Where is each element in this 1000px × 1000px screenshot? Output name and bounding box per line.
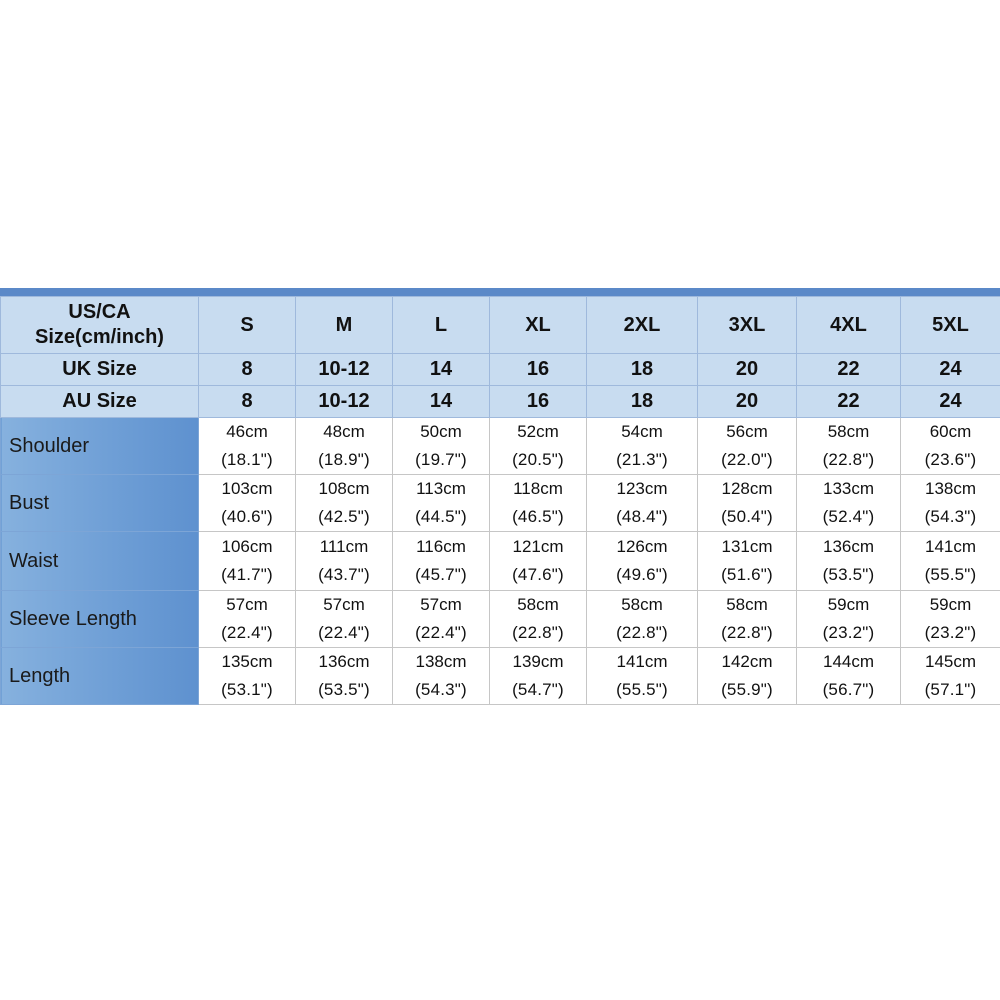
- measurement-inch: (22.8"): [721, 623, 773, 642]
- size-row: [1, 386, 1000, 418]
- measurement-row: [1, 591, 1000, 648]
- measurement-inch: (51.6"): [721, 565, 773, 584]
- measurement-cm: 138cm: [924, 479, 977, 498]
- measurement-inch: (56.7"): [822, 680, 875, 699]
- measurement-cell: [698, 591, 797, 648]
- measurement-cm: 57cm: [420, 595, 462, 614]
- measurement-cm: 108cm: [318, 479, 370, 498]
- size-row-value: 16: [490, 386, 587, 418]
- measurement-cm: 57cm: [323, 595, 365, 614]
- measurement-cm: 54cm: [621, 422, 663, 441]
- measurement-cm: 58cm: [621, 595, 663, 614]
- measurement-cell: [296, 418, 393, 475]
- measurement-cm: 58cm: [827, 422, 870, 441]
- measurement-cell: [393, 418, 490, 475]
- size-row-value: 20: [698, 386, 797, 418]
- measurement-cell: [393, 475, 490, 532]
- size-row-value: 8: [199, 354, 296, 386]
- measurement-cell: [797, 591, 901, 648]
- measurement-cell: [199, 648, 296, 705]
- measurement-cm: 138cm: [415, 652, 467, 671]
- size-row-value: 8: [199, 386, 296, 418]
- measurement-inch: (22.8"): [822, 450, 875, 469]
- size-header-4xl: 4XL: [797, 297, 901, 354]
- size-header-l: L: [393, 297, 490, 354]
- measurement-cm: 139cm: [512, 652, 564, 671]
- measurement-row: [1, 532, 1000, 591]
- measurement-cell: [587, 532, 698, 591]
- measurement-inch: (18.9"): [318, 450, 370, 469]
- measurement-inch: (53.5"): [822, 565, 875, 584]
- measurement-cell: [797, 648, 901, 705]
- measurement-cell: [393, 648, 490, 705]
- measurement-cell: [393, 532, 490, 591]
- measurement-cell: [901, 475, 1000, 532]
- size-header-xl: XL: [490, 297, 587, 354]
- measurement-row: [1, 475, 1000, 532]
- measurement-inch: (46.5"): [512, 507, 564, 526]
- measurement-cell: [587, 591, 698, 648]
- measurement-cell: [199, 418, 296, 475]
- measurement-inch: (50.4"): [721, 507, 773, 526]
- measurement-cm: 113cm: [416, 479, 466, 498]
- size-row-value: 22: [797, 386, 901, 418]
- measurement-cm: 59cm: [929, 595, 972, 614]
- size-header-m: M: [296, 297, 393, 354]
- measurement-cm: 58cm: [517, 595, 559, 614]
- measurement-inch: (49.6"): [616, 565, 668, 584]
- measurement-label: Bust: [1, 475, 199, 532]
- measurement-inch: (54.7"): [512, 680, 564, 699]
- size-row-value: 24: [901, 354, 1000, 386]
- size-row-value: 14: [393, 386, 490, 418]
- corner-label-line-1: US/CA: [68, 301, 131, 323]
- measurement-cell: [199, 532, 296, 591]
- measurement-cm: 136cm: [318, 652, 370, 671]
- measurement-inch: (57.1"): [924, 680, 977, 699]
- measurement-cell: [698, 648, 797, 705]
- size-row-value: 20: [698, 354, 797, 386]
- size-chart-table: [0, 296, 1000, 705]
- measurement-cm: 136cm: [822, 537, 875, 556]
- measurement-cm: 131cm: [721, 537, 773, 556]
- size-row-value: 10-12: [296, 354, 393, 386]
- measurement-cm: 52cm: [517, 422, 559, 441]
- measurement-cell: [296, 648, 393, 705]
- measurement-cell: [490, 532, 587, 591]
- measurement-cm: 135cm: [221, 652, 273, 671]
- header-row-us-ca: [1, 297, 1000, 354]
- size-header-5xl: 5XL: [901, 297, 1000, 354]
- measurement-cm: 141cm: [616, 652, 668, 671]
- measurement-cm: 46cm: [226, 422, 268, 441]
- measurement-inch: (47.6"): [512, 565, 564, 584]
- measurement-cell: [296, 591, 393, 648]
- measurement-cell: [587, 418, 698, 475]
- measurement-cell: [199, 591, 296, 648]
- size-row-value: 24: [901, 386, 1000, 418]
- size-row: [1, 354, 1000, 386]
- measurement-cm: 50cm: [420, 422, 462, 441]
- size-header-3xl: 3XL: [698, 297, 797, 354]
- measurement-row: [1, 648, 1000, 705]
- measurement-cell: [296, 532, 393, 591]
- measurement-inch: (22.0"): [721, 450, 773, 469]
- measurement-inch: (41.7"): [221, 565, 273, 584]
- measurement-inch: (23.6"): [924, 450, 977, 469]
- measurement-inch: (53.1"): [221, 680, 273, 699]
- measurement-inch: (22.4"): [221, 623, 273, 642]
- size-row-value: 18: [587, 386, 698, 418]
- size-header-s: S: [199, 297, 296, 354]
- measurement-cell: [797, 418, 901, 475]
- measurement-inch: (21.3"): [616, 450, 668, 469]
- measurement-cm: 59cm: [827, 595, 870, 614]
- measurement-inch: (23.2"): [822, 623, 875, 642]
- measurement-cell: [490, 475, 587, 532]
- measurement-cm: 111cm: [319, 537, 369, 556]
- size-row-value: 10-12: [296, 386, 393, 418]
- measurement-inch: (55.5"): [616, 680, 668, 699]
- measurement-inch: (22.4"): [415, 623, 467, 642]
- measurement-cm: 142cm: [721, 652, 773, 671]
- measurement-inch: (22.8"): [512, 623, 564, 642]
- measurement-inch: (22.4"): [318, 623, 370, 642]
- measurement-cm: 144cm: [822, 652, 875, 671]
- corner-label: [1, 297, 199, 354]
- measurement-cell: [901, 648, 1000, 705]
- measurement-cm: 133cm: [822, 479, 875, 498]
- measurement-cell: [698, 532, 797, 591]
- measurement-cm: 58cm: [726, 595, 768, 614]
- measurement-cell: [393, 591, 490, 648]
- measurement-row: [1, 418, 1000, 475]
- measurement-cell: [490, 418, 587, 475]
- measurement-cm: 128cm: [721, 479, 773, 498]
- measurement-inch: (55.9"): [721, 680, 773, 699]
- size-row-value: 14: [393, 354, 490, 386]
- size-row-label: AU Size: [1, 386, 199, 418]
- size-header-2xl: 2XL: [587, 297, 698, 354]
- measurement-inch: (52.4"): [822, 507, 875, 526]
- measurement-cm: 48cm: [323, 422, 365, 441]
- table-top-rule: [0, 288, 1000, 296]
- measurement-cm: 126cm: [616, 537, 668, 556]
- measurement-cell: [901, 418, 1000, 475]
- measurement-inch: (48.4"): [616, 507, 668, 526]
- measurement-inch: (42.5"): [318, 507, 370, 526]
- measurement-label: Length: [1, 648, 199, 705]
- measurement-cell: [490, 591, 587, 648]
- measurement-cm: 123cm: [616, 479, 668, 498]
- measurement-inch: (40.6"): [221, 507, 273, 526]
- measurement-inch: (54.3"): [924, 507, 977, 526]
- measurement-cm: 121cm: [512, 537, 564, 556]
- measurement-inch: (54.3"): [415, 680, 467, 699]
- measurement-cm: 103cm: [221, 479, 273, 498]
- measurement-cell: [587, 648, 698, 705]
- measurement-cell: [797, 475, 901, 532]
- measurement-cell: [698, 475, 797, 532]
- measurement-cell: [901, 591, 1000, 648]
- measurement-cm: 106cm: [221, 537, 273, 556]
- measurement-label: Shoulder: [1, 418, 199, 475]
- size-row-value: 22: [797, 354, 901, 386]
- size-row-value: 18: [587, 354, 698, 386]
- measurement-inch: (45.7"): [415, 565, 467, 584]
- measurement-inch: (23.2"): [924, 623, 977, 642]
- measurement-label: Sleeve Length: [1, 591, 199, 648]
- measurement-cm: 145cm: [924, 652, 977, 671]
- measurement-cell: [698, 418, 797, 475]
- corner-label-line-2: Size(cm/inch): [35, 326, 164, 348]
- measurement-inch: (43.7"): [318, 565, 370, 584]
- measurement-cell: [587, 475, 698, 532]
- measurement-inch: (18.1"): [221, 450, 273, 469]
- measurement-cm: 56cm: [726, 422, 768, 441]
- measurement-cell: [490, 648, 587, 705]
- measurement-inch: (55.5"): [924, 565, 977, 584]
- measurement-inch: (20.5"): [512, 450, 564, 469]
- measurement-cm: 57cm: [226, 595, 268, 614]
- measurement-cm: 141cm: [924, 537, 977, 556]
- measurement-inch: (19.7"): [415, 450, 467, 469]
- measurement-inch: (53.5"): [318, 680, 370, 699]
- size-row-value: 16: [490, 354, 587, 386]
- measurement-cell: [296, 475, 393, 532]
- measurement-inch: (44.5"): [415, 507, 467, 526]
- measurement-cm: 118cm: [513, 479, 563, 498]
- measurement-inch: (22.8"): [616, 623, 668, 642]
- measurement-cell: [199, 475, 296, 532]
- measurement-label: Waist: [1, 532, 199, 591]
- measurement-cell: [901, 532, 1000, 591]
- measurement-cm: 60cm: [929, 422, 972, 441]
- size-row-label: UK Size: [1, 354, 199, 386]
- measurement-cell: [797, 532, 901, 591]
- measurement-cm: 116cm: [416, 537, 466, 556]
